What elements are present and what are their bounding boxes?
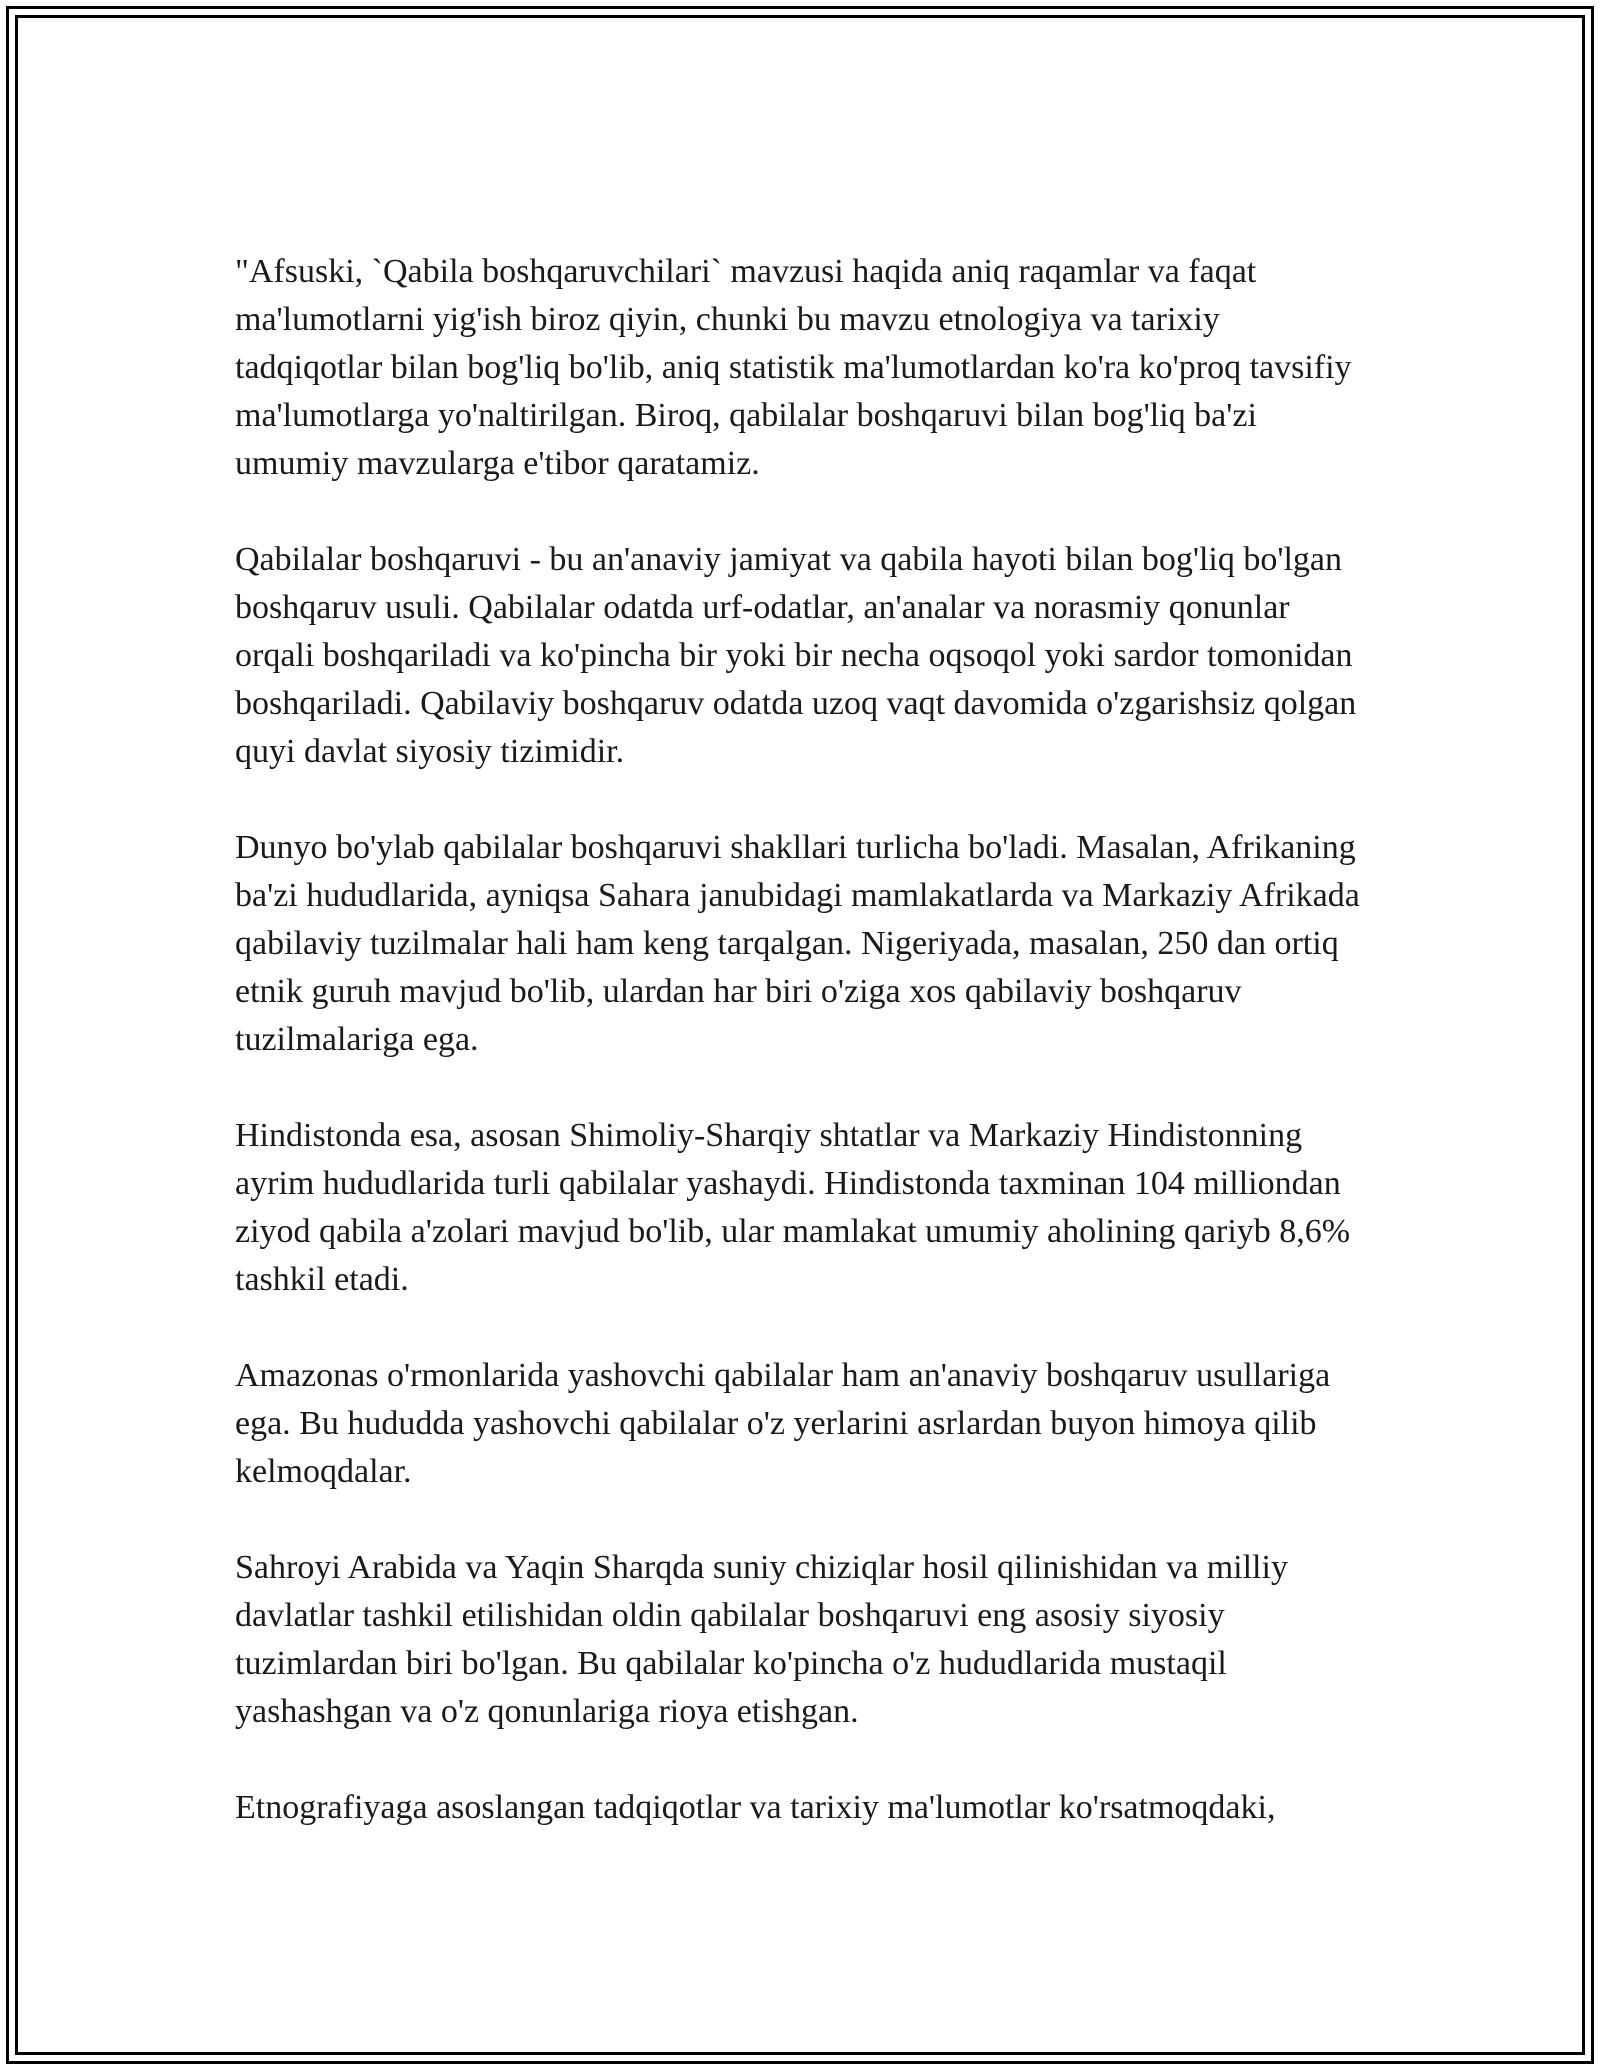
paragraph-india: Hindistonda esa, asosan Shimoliy-Sharqiy shtatlar va Markaziy Hindistonning ayrim hududlarida turli qabilalar yashaydi. Hindistonda taxminan 104 milliondan ziyod qabila a'zolari mavjud bo'lib, ular mamlakat umumiy aholining qariyb 8,6% tashkil etadi. (235, 1117, 1351, 1298)
paragraph-ethnography: Etnografiyaga asoslangan tadqiqotlar va tarixiy ma'lumotlar ko'rsatmoqdaki, (235, 1789, 1276, 1826)
paragraph-amazon: Amazonas o'rmonlarida yashovchi qabilalar ham an'anaviy boshqaruv usullariga ega. Bu hududda yashovchi qabilalar o'z yerlarini asrlardan buyon himoya qilib kelmoqdalar. (235, 1357, 1331, 1490)
document-body (235, 248, 1375, 1832)
paragraph-africa: Dunyo bo'ylab qabilalar boshqaruvi shakllari turlicha bo'ladi. Masalan, Afrikaning ba'zi hududlarida, ayniqsa Sahara janubidagi mamlakatlarda va Markaziy Afrikada qabilaviy tuzilmalar hali ham keng tarqalgan. Nigeriyada, masalan, 250 dan ortiq etnik guruh mavjud bo'lib, ulardan har biri o'ziga xos qabilaviy boshqaruv tuzilmalariga ega. (235, 829, 1360, 1058)
paragraph-definition: Qabilalar boshqaruvi - bu an'anaviy jamiyat va qabila hayoti bilan bog'liq bo'lgan boshqaruv usuli. Qabilalar odatda urf-odatlar, an'analar va norasmiy qonunlar orqali boshqariladi va ko'pincha bir yoki bir necha oqsoqol yoki sardor tomonidan boshqariladi. Qabilaviy boshqaruv odatda uzoq vaqt davomida o'zgarishsiz qolgan quyi davlat siyosiy tizimidir. (235, 541, 1357, 770)
paragraph-intro: "Afsuski, `Qabila boshqaruvchilari` mavzusi haqida aniq raqamlar va faqat ma'lumotlarni yig'ish biroz qiyin, chunki bu mavzu etnologiya va tarixiy tadqiqotlar bilan bog'liq bo'lib, aniq statistik ma'lumotlardan ko'ra ko'proq tavsifiy ma'lumotlarga yo'naltirilgan. Biroq, qabilalar boshqaruvi bilan bog'liq ba'zi umumiy mavzularga e'tibor qaratamiz. (235, 253, 1352, 482)
paragraph-arabia: Sahroyi Arabida va Yaqin Sharqda suniy chiziqlar hosil qilinishidan va milliy davlatlar tashkil etilishidan oldin qabilalar boshqaruvi eng asosiy siyosiy tuzimlardan biri bo'lgan. Bu qabilalar ko'pincha o'z hududlarida mustaqil yashashgan va o'z qonunlariga rioya etishgan. (235, 1549, 1288, 1730)
